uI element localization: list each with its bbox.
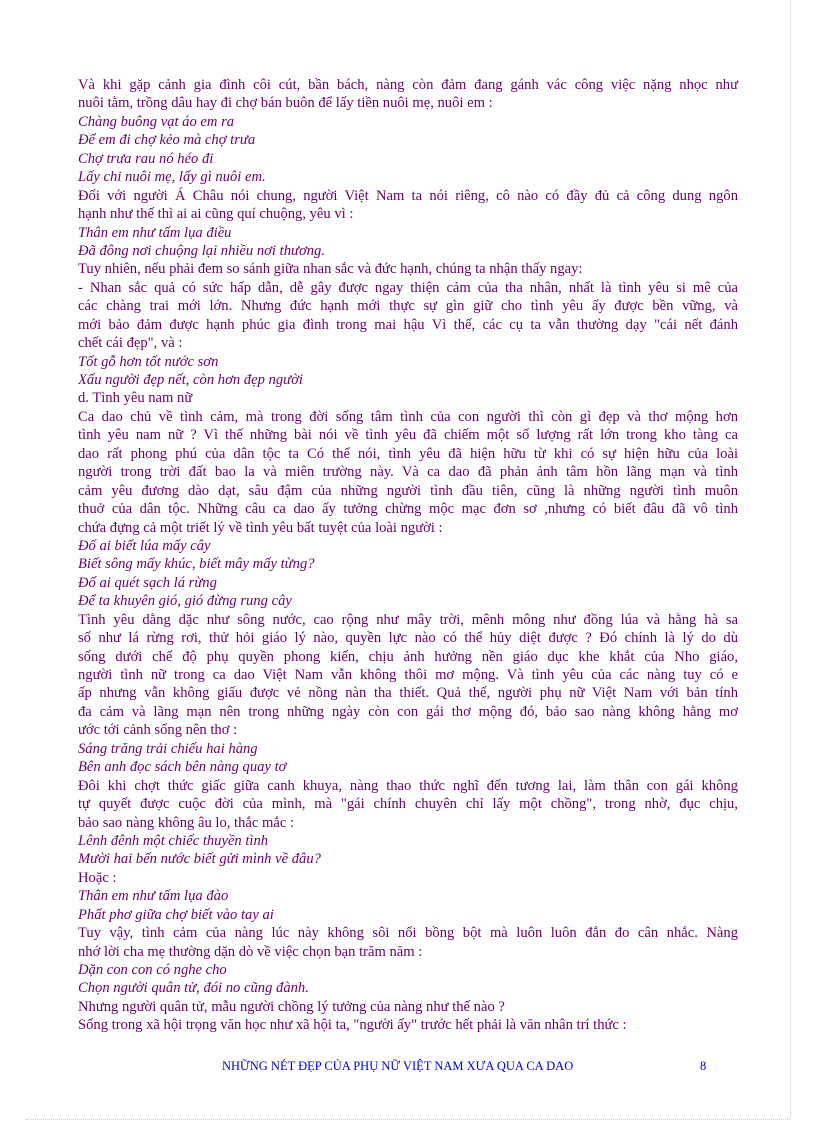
text-line: Hoặc : bbox=[78, 869, 117, 886]
text-line: d. Tình yêu nam nữ bbox=[78, 390, 193, 407]
text-line: Đối với người Á Châu nói chung, người Việt Nam ta nói riêng, cô nào có đầy đủ cả công dung ngôn bbox=[78, 187, 738, 204]
text-line: chết cái đẹp", và : bbox=[78, 335, 183, 352]
verse-line: Đố ai quét sạch lá rừng bbox=[78, 574, 217, 591]
verse-line: Chọn người quân tử, đói no cũng đành. bbox=[78, 980, 309, 997]
text-line: cảm yêu đương dào dạt, sâu đậm của những người tình đầu tiên, cũng là những người tình muôn bbox=[78, 482, 738, 499]
text-line: Đôi khi chợt thức giấc giữa canh khuya, nàng thao thức nghĩ đến tương lai, làm thân con gái không bbox=[78, 777, 738, 794]
text-line: người tình nữ trong ca dao Việt Nam vẫn không thôi mơ mộng. Và tình yêu của các nàng tuy có e bbox=[78, 667, 738, 683]
verse-line: Biết sông mấy khúc, biết mây mấy từng? bbox=[78, 556, 315, 573]
page-number: 8 bbox=[700, 1059, 707, 1073]
text-line: thuở của dân tộc. Những câu ca dao ấy tưởng chừng mộc mạc đơn sơ ,nhưng có biết đâu đã vô tình bbox=[78, 501, 738, 518]
text-line: Nhưng người quân tử, mẫu người chồng lý tưởng của nàng như thế nào ? bbox=[78, 998, 505, 1015]
verse-line: Bên anh đọc sách bên nàng quay tơ bbox=[78, 759, 287, 776]
verse-line: Tốt gỗ hơn tốt nước sơn bbox=[78, 353, 219, 370]
text-line: các chàng trai mới lớn. Nhưng đức hạnh mới thực sự gìn giữ cho tình yêu ấy được bền vững, và bbox=[78, 298, 738, 315]
text-line: Tình yêu dằng dặc như sông nước, cao rộng như mây trời, mênh mông như đồng lúa và hằng hà sa bbox=[78, 611, 738, 628]
verse-line: Chàng buông vạt áo em ra bbox=[78, 113, 235, 130]
verse-line: Để em đi chợ kẻo mà chợ trưa bbox=[78, 132, 256, 149]
verse-line: Sáng trăng trải chiếu hai hàng bbox=[78, 740, 258, 757]
verse-line: Thân em như tấm lụa đào bbox=[78, 888, 229, 905]
verse-line: Đã đông nơi chuộng lại nhiều nơi thương. bbox=[78, 242, 325, 259]
text-line: nhớ lời cha mẹ thường dặn dò về việc chọn bạn trăm năm : bbox=[78, 943, 423, 960]
text-line: Tuy vậy, tình cảm của nàng lúc này không sôi nổi bồng bột mà luôn luôn đắn đo cân nhắc. Nàng bbox=[78, 925, 738, 942]
text-line: Ca dao chủ về tình cảm, mà trong đời sống tâm tình của con người thì còn gì đẹp và thơ mộng hơn bbox=[78, 408, 738, 425]
text-line: đa cảm và lãng mạn nên trong những ngày còn con gái thơ mộng đó, bảo sao nàng không hằng mơ bbox=[78, 703, 738, 720]
verse-line: Dặn con con có nghe cho bbox=[78, 962, 227, 978]
page-footer bbox=[0, 1059, 816, 1079]
text-line: - Nhan sắc quả có sức hấp dẫn, dễ gây được ngay thiện cảm của tha nhân, nhất là tình yêu si mê của bbox=[78, 279, 738, 296]
verse-line: Phất phơ giữa chợ biết vào tay ai bbox=[78, 906, 274, 923]
verse-line: Xấu người đẹp nết, còn hơn đẹp người bbox=[78, 372, 303, 388]
verse-line: Đố ai biết lúa mấy cây bbox=[78, 537, 211, 554]
text-line: Sống trong xã hội trọng văn học như xã hội ta, "người ấy" trước hết phải là văn nhân trí thức : bbox=[78, 1017, 627, 1034]
page-bottom-border bbox=[26, 1119, 790, 1120]
verse-line: Để ta khuyên gió, gió đừng rung cây bbox=[78, 593, 292, 610]
text-line: tình yêu nam nữ ? Vì thế những bài nói về tình yêu đã chiếm một số lượng rất lớn trong kho tàng ca bbox=[78, 427, 738, 444]
text-line: hạnh như thế thì ai ai cũng quí chuộng, yêu vì : bbox=[78, 206, 354, 223]
text-line: dao rất phong phú của dân tộc ta Có thể nói, tình yêu đã hiện hữu từ khi có sự hiện hữu của loài bbox=[78, 445, 738, 462]
page-right-border bbox=[790, 0, 791, 1119]
footer-title: NHỮNG NÉT ĐẸP CỦA PHỤ NỮ VIỆT NAM XƯA QUA CA DAO bbox=[222, 1059, 574, 1073]
body-text bbox=[78, 76, 738, 1035]
text-line: nuôi tằm, trồng dâu hay đi chợ bán buôn để lấy tiền nuôi mẹ, nuôi em : bbox=[78, 95, 493, 112]
text-line: Và khi gặp cảnh gia đình côi cút, bần bách, nàng còn đảm đang gánh vác công việc nặng nhọc như bbox=[78, 77, 738, 93]
text-line: ấp nhưng vẫn không giấu được vẻ nồng nàn tha thiết. Quả thế, người phụ nữ Việt Nam với bản tính bbox=[78, 685, 738, 702]
text-line: bảo sao nàng không âu lo, thắc mắc : bbox=[78, 814, 295, 831]
text-line: tự quyết được cuộc đời của mình, mà "gái chính chuyên chỉ lấy một chồng", trong nhờ, đục chịu, bbox=[78, 796, 738, 813]
verse-line: Lênh đênh một chiếc thuyền tình bbox=[78, 832, 269, 849]
text-line: sống dưới chế độ phụ quyền phong kiến, chịu ảnh hưởng nền giáo dục khe khắt của Nho giáo, bbox=[78, 648, 738, 665]
text-line: ước tới cảnh sống nên thơ : bbox=[78, 722, 238, 739]
verse-line: Lấy chi nuôi mẹ, lấy gì nuôi em. bbox=[78, 169, 266, 186]
text-line: mới bảo đảm được hạnh phúc gia đình trong mai hậu Vì thế, các cụ ta vẫn thường dạy "cái nết đánh bbox=[78, 316, 738, 333]
text-line: số như lá rừng rơi, thử hỏi giáo lý nào, quyền lực nào có thể hủy diệt được ? Đó chính là lý do dù bbox=[78, 630, 738, 647]
verse-line: Thân em như tấm lụa điều bbox=[78, 224, 232, 241]
text-line: người trong trời đất bao la và miên trường này. Và ca dao đã phản ảnh tâm hồn lãng mạn và tình bbox=[78, 464, 738, 481]
text-line: Tuy nhiên, nếu phải đem so sánh giữa nhan sắc và đức hạnh, chúng ta nhận thấy ngay: bbox=[78, 261, 583, 278]
verse-line: Mười hai bến nước biết gửi mình về đâu? bbox=[78, 851, 321, 868]
verse-line: Chợ trưa rau nó héo đi bbox=[78, 150, 214, 167]
text-line: chứa đựng cả một triết lý về tình yêu bất tuyệt của loài người : bbox=[78, 519, 443, 536]
